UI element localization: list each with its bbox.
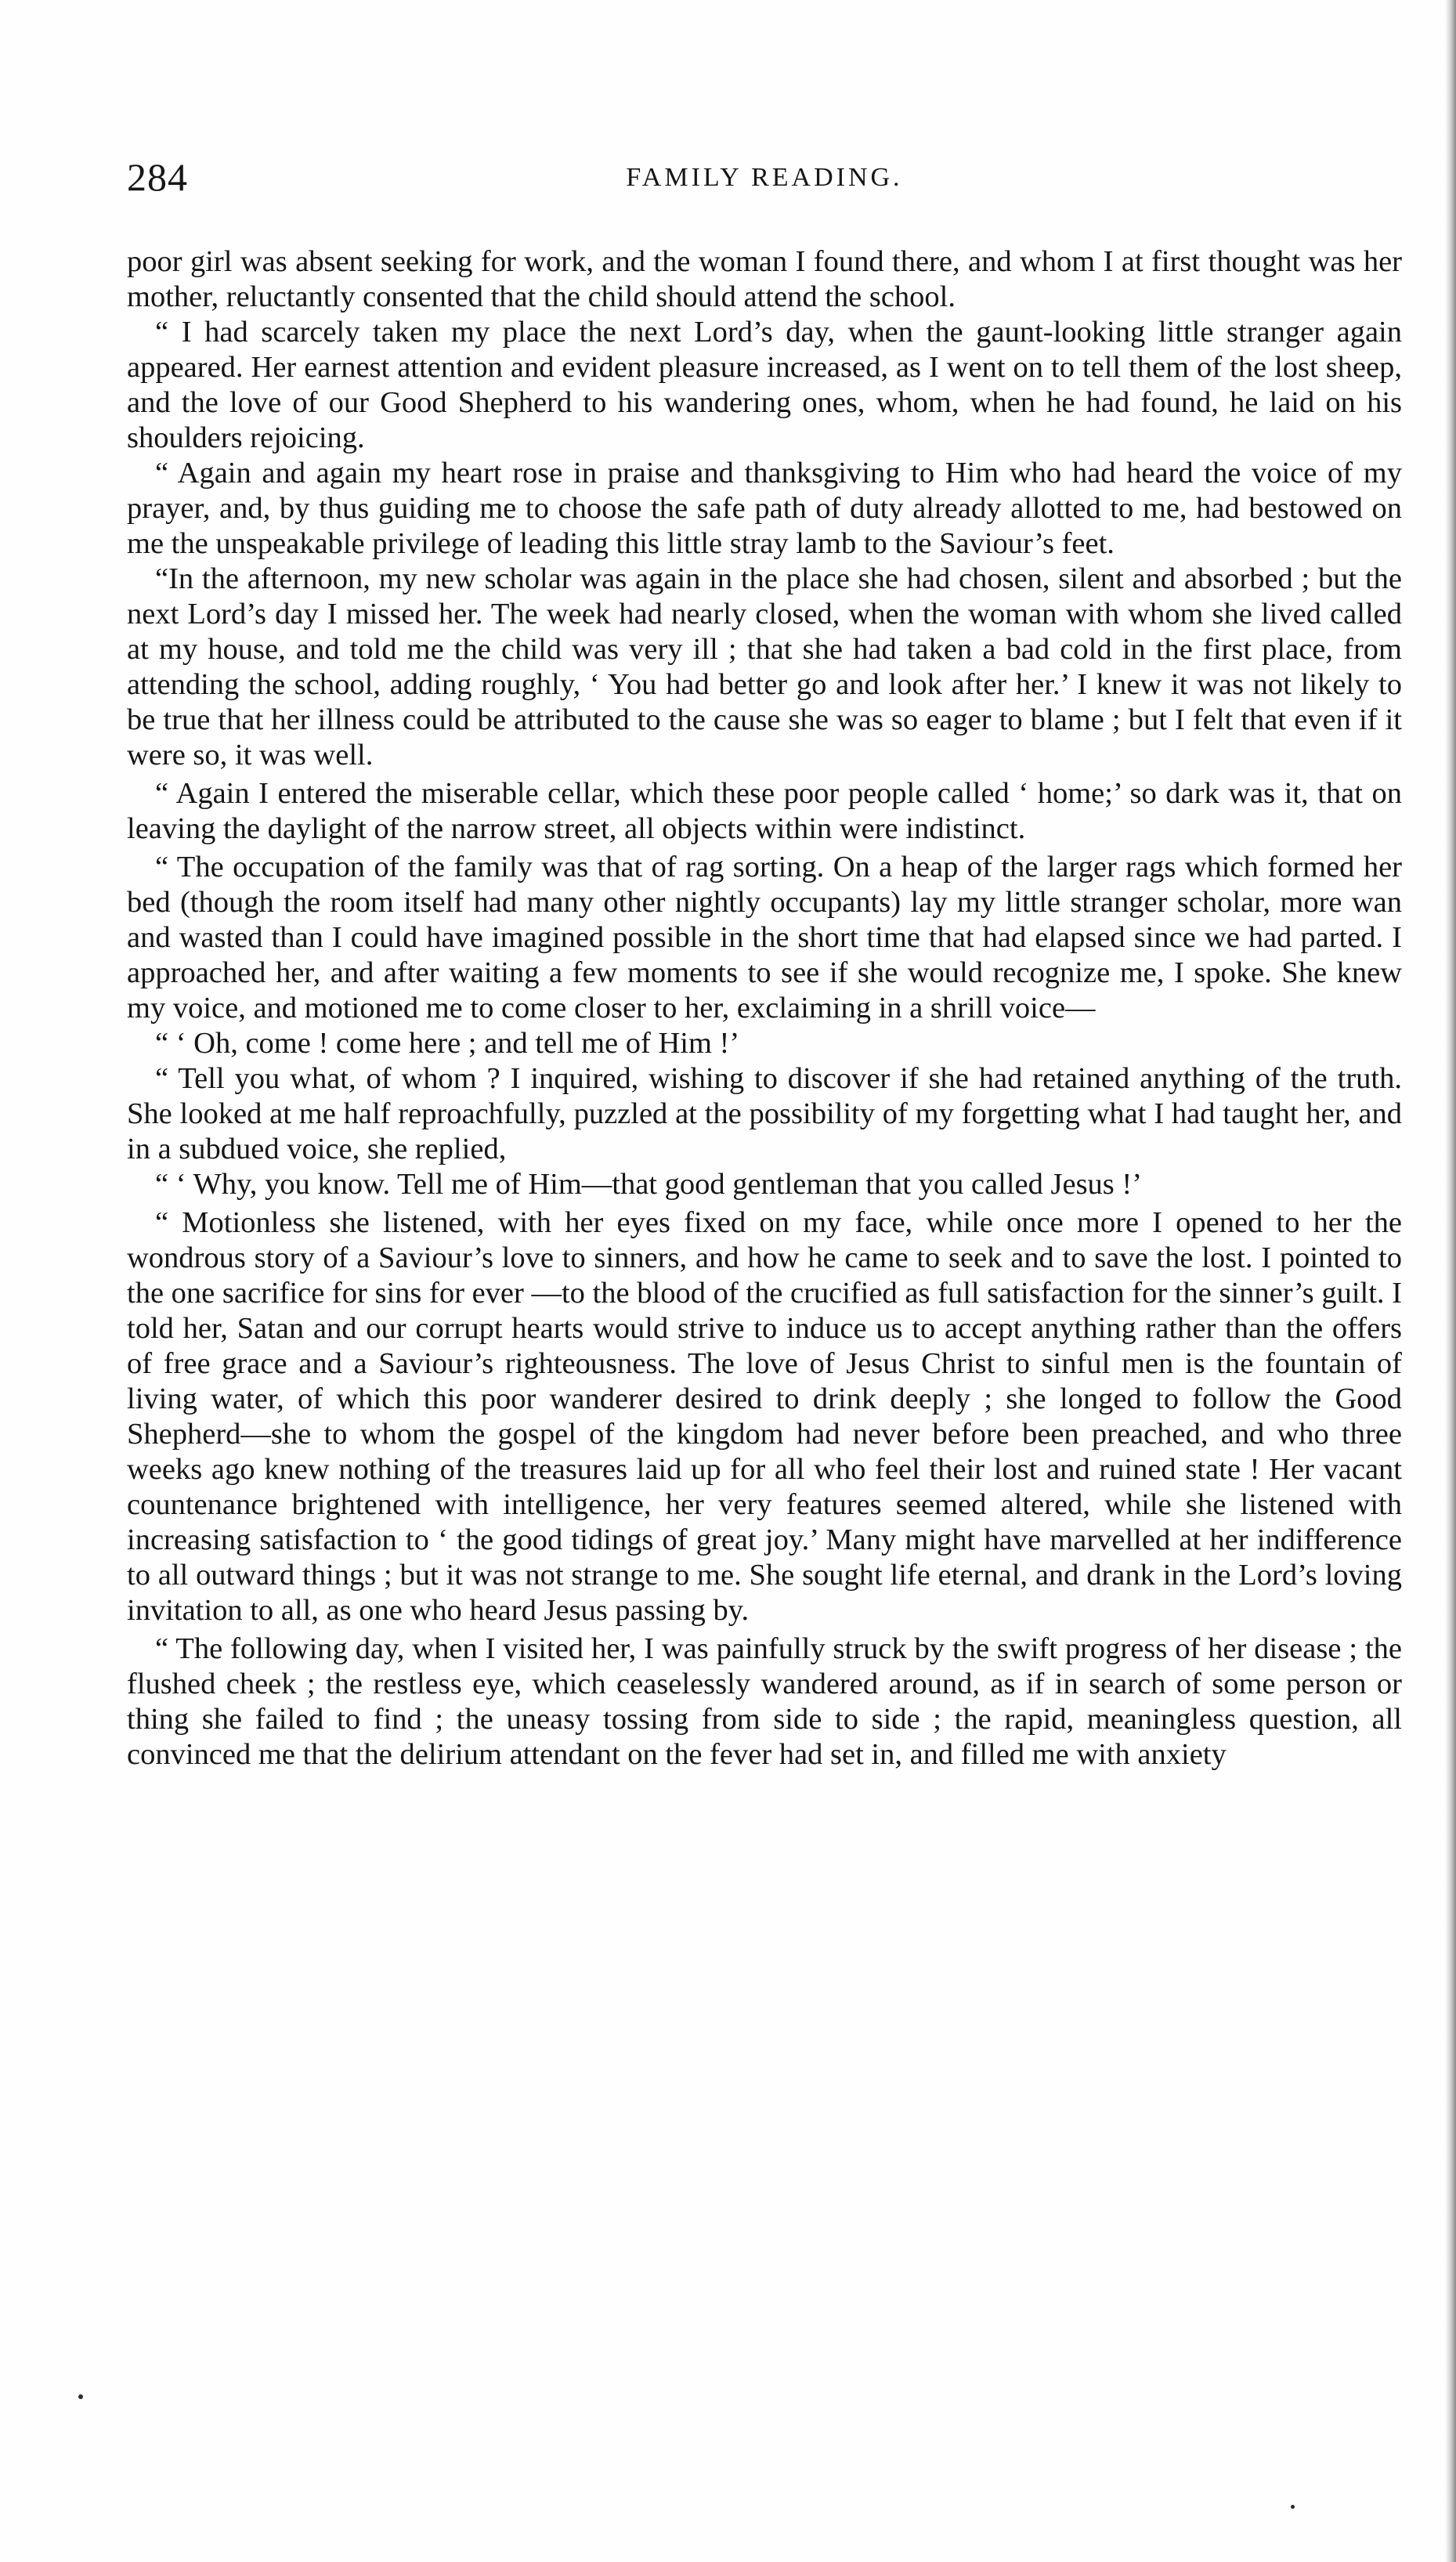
scan-speck <box>1291 2505 1295 2509</box>
paragraph: “ Motionless she listened, with her eyes fixed on my face, while once more I opened to her the wondrous story of a Saviour’s love to sinners, and how he came to seek and to save the lost. I pointed to the one sacrifice for sins for ever —to the blood of the crucified as full satisfaction for the sinner’s guilt. I told her, Satan and our corrupt hearts would strive to induce us to accept anything rather than the offers of free grace and a Saviour’s righteousness. The love of Jesus Christ to sinful men is the fountain of living water, of which this poor wanderer desired to drink deeply ; she longed to follow the Good Shepherd—she to whom the gospel of the kingdom had never before been preached, and who three weeks ago knew nothing of the treasures laid up for all who feel their lost and ruined state ! Her vacant countenance brightened with intelligence, her very features seemed altered, while she listened with increasing satisfaction to ‘ the good tidings of great joy.’ Many might have marvelled at her indifference to all outward things ; but it was not strange to me. She sought life eternal, and drank in the Lord’s loving invitation to all, as one who heard Jesus passing by. <box>127 1206 1402 1627</box>
page-number: 284 <box>127 155 188 199</box>
running-title: FAMILY READING. <box>626 163 903 192</box>
paragraph: “ The occupation of the family was that of rag sorting. On a heap of the larger rags which formed her bed (though the room itself had many other nightly occupants) lay my little stranger scholar, more wan and wasted than I could have imagined possible in the short time that had elapsed since we had parted. I approached her, and after waiting a few moments to see if she would recognize me, I spoke. She knew my voice, and motioned me to come closer to her, exclaiming in a shrill voice— <box>127 851 1402 1024</box>
paragraph: “ The following day, when I visited her, I was painfully struck by the swift progress of her disease ; the flushed cheek ; the restless eye, which ceaselessly wandered around, as if in search of some person or thing she failed to find ; the uneasy tossing from side to side ; the rapid, meaningless question, all convinced me that the delirium attendant on the fever had set in, and filled me with anxiety <box>127 1632 1402 1771</box>
paragraph: poor girl was absent seeking for work, and the woman I found there, and whom I at first thought was her mother, reluctantly consented that the child should attend the school. <box>127 245 1402 313</box>
paragraph: “ Again and again my heart rose in praise and thanksgiving to Him who had heard the voice of my prayer, and, by thus guiding me to choose the safe path of duty already allotted to me, had bestowed on me the unspeakable privilege of leading this little stray lamb to the Saviour’s feet. <box>127 457 1402 560</box>
paragraph: “ Tell you what, of whom ? I inquired, wishing to discover if she had retained anything of the truth. She looked at me half reproachfully, puzzled at the possibility of my forgetting what I had taught her, and in a subdued voice, she replied, <box>127 1062 1402 1165</box>
paragraph: “ Again I entered the miserable cellar, which these poor people called ‘ home;’ so dark was it, that on leaving the daylight of the narrow street, all objects within were indistinct. <box>127 777 1402 845</box>
paragraph: “ I had scarcely taken my place the next Lord’s day, when the gaunt-looking little stranger again appeared. Her earnest attention and evident pleasure increased, as I went on to tell them of the lost sheep, and the love of our Good Shepherd to his wandering ones, whom, when he had found, he laid on his shoulders rejoicing. <box>127 316 1402 454</box>
paragraph: “ ‘ Why, you know. Tell me of Him—that good gentleman that you called Jesus !’ <box>155 1168 1143 1201</box>
scan-speck <box>78 2394 83 2399</box>
page-header <box>127 154 1402 201</box>
paragraph: “ ‘ Oh, come ! come here ; and tell me of Him !’ <box>155 1027 740 1060</box>
paragraph: “In the afternoon, my new scholar was again in the place she had chosen, silent and absorbed ; but the next Lord’s day I missed her. The week had nearly closed, when the woman with whom she lived called at my house, and told me the child was very ill ; that she had taken a bad cold in the first place, from attending the school, adding roughly, ‘ You had better go and look after her.’ I knew it was not likely to be true that her illness could be attributed to the cause she was so eager to blame ; but I felt that even if it were so, it was well. <box>127 562 1402 771</box>
body-text <box>127 244 1402 1772</box>
page-edge-shadow <box>1445 0 1456 2562</box>
